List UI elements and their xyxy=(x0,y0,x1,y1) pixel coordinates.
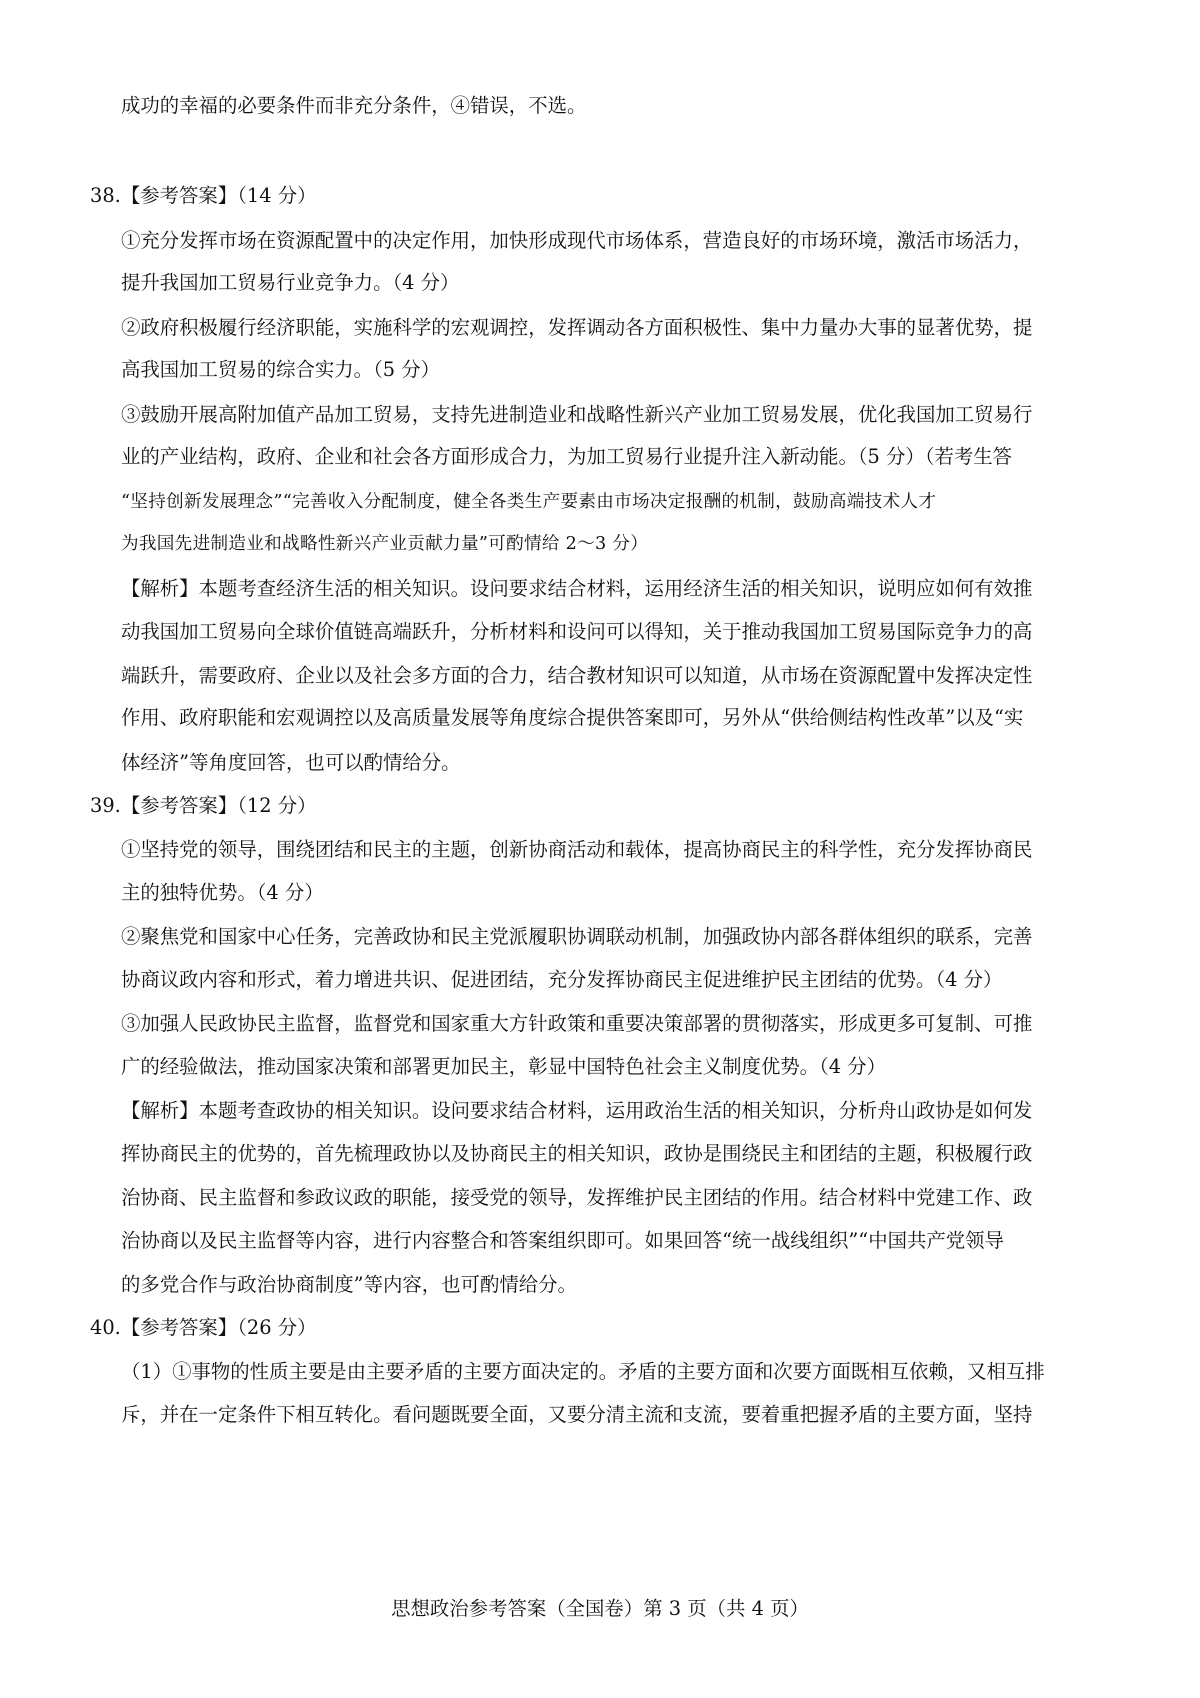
text-line: 体经济”等角度回答，也可以酌情给分。 xyxy=(121,751,461,774)
text-line: 的多党合作与政治协商制度”等内容，也可酌情给分。 xyxy=(121,1273,577,1296)
text-line: 成功的幸福的必要条件而非充分条件，④错误，不选。 xyxy=(121,94,587,117)
q39-header: 39.【参考答案】（12 分） xyxy=(90,794,317,817)
text-line: ③鼓励开展高附加值产品加工贸易，支持先进制造业和战略性新兴产业加工贸易发展，优化我国加工贸易行 xyxy=(121,403,1033,426)
text-line: ②政府积极履行经济职能，实施科学的宏观调控，发挥调动各方面积极性、集中力量办大事的显著优势，提 xyxy=(121,316,1033,339)
text-line: 斥，并在一定条件下相互转化。看问题既要全面，又要分清主流和支流，要着重把握矛盾的主要方面，坚持 xyxy=(121,1403,1033,1426)
text-line: 治协商以及民主监督等内容，进行内容整合和答案组织即可。如果回答“统一战线组织”“中国共产党领导 xyxy=(121,1229,1004,1252)
text-line: （1）①事物的性质主要是由主要矛盾的主要方面决定的。矛盾的主要方面和次要方面既相互依赖，又相互排 xyxy=(121,1360,1045,1383)
q38-header: 38.【参考答案】（14 分） xyxy=(90,184,317,207)
text-line: 动我国加工贸易向全球价值链高端跃升，分析材料和设问可以得知，关于推动我国加工贸易国际竞争力的高 xyxy=(121,620,1033,643)
text-line: ①充分发挥市场在资源配置中的决定作用，加快形成现代市场体系，营造良好的市场环境，激活市场活力， xyxy=(121,229,1033,252)
text-line: ②聚焦党和国家中心任务，完善政协和民主党派履职协调联动机制，加强政协内部各群体组织的联系，完善 xyxy=(121,925,1033,948)
text-line: 业的产业结构，政府、企业和社会各方面形成合力，为加工贸易行业提升注入新动能。（5 分）（若考生答 xyxy=(121,445,1013,468)
text-line: 主的独特优势。（4 分） xyxy=(121,881,324,904)
text-line: 治协商、民主监督和参政议政的职能，接受党的领导，发挥维护民主团结的作用。结合材料中党建工作、政 xyxy=(121,1186,1033,1209)
text-line: ③加强人民政协民主监督，监督党和国家重大方针政策和重要决策部署的贯彻落实，形成更多可复制、可推 xyxy=(121,1012,1033,1035)
page-footer: 思想政治参考答案（全国卷）第 3 页（共 4 页） xyxy=(391,1597,809,1620)
note-line: 为我国先进制造业和战略性新兴产业贡献力量”可酌情给 2～3 分） xyxy=(121,534,649,554)
text-line: 端跃升，需要政府、企业以及社会多方面的合力，结合教材知识可以知道，从市场在资源配置中发挥决定性 xyxy=(121,664,1033,687)
text-line: 挥协商民主的优势的，首先梳理政协以及协商民主的相关知识，政协是围绕民主和团结的主题，积极履行政 xyxy=(121,1142,1033,1165)
text-line: 提升我国加工贸易行业竞争力。（4 分） xyxy=(121,271,460,294)
text-line: 协商议政内容和形式，着力增进共识、促进团结，充分发挥协商民主促进维护民主团结的优势。（4 分） xyxy=(121,968,1003,991)
text-line: 广的经验做法，推动国家决策和部署更加民主，彰显中国特色社会主义制度优势。（4 分） xyxy=(121,1055,887,1078)
text-line: 高我国加工贸易的综合实力。（5 分） xyxy=(121,358,441,381)
analysis-line: 【解析】本题考查政协的相关知识。设问要求结合材料，运用政治生活的相关知识，分析舟山政协是如何发 xyxy=(121,1099,1033,1122)
q40-header: 40.【参考答案】（26 分） xyxy=(90,1316,317,1339)
note-line: “坚持创新发展理念”“完善收入分配制度，健全各类生产要素由市场决定报酬的机制，鼓励高端技术人才 xyxy=(121,492,937,512)
analysis-line: 【解析】本题考查经济生活的相关知识。设问要求结合材料，运用经济生活的相关知识，说明应如何有效推 xyxy=(121,577,1033,600)
text-line: ①坚持党的领导，围绕团结和民主的主题，创新协商活动和载体，提高协商民主的科学性，充分发挥协商民 xyxy=(121,838,1033,861)
text-line: 作用、政府职能和宏观调控以及高质量发展等角度综合提供答案即可，另外从“供给侧结构性改革”以及“实 xyxy=(121,706,1024,729)
